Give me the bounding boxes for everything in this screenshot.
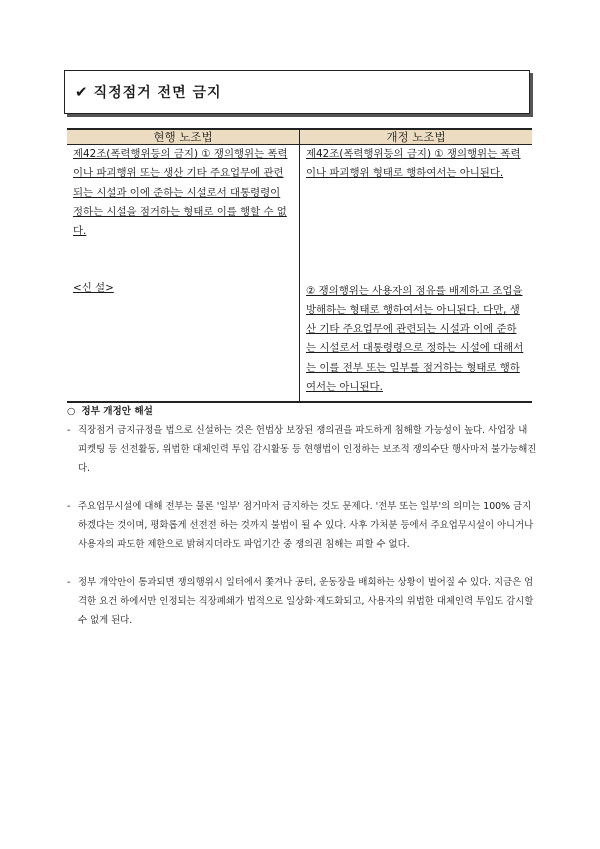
dash-bullet: - [67,425,71,436]
list-item [67,421,537,478]
new-provision-label: <신 설> [73,282,114,295]
title-box [64,70,530,114]
list-item [67,573,537,630]
commentary-item-3: 정부 개악안이 통과되면 쟁의행위시 일터에서 쫓겨나 공터, 운동장을 배회하는 상황이 벌어질 수 있다. 지금은 엄격한 요건 하에서만 인정되는 직장폐쇄가 법적으로 일상화·제도화되고, 사용자의 위법한 대체인력 투입도 감시할 수 없게 된다. [78,577,534,626]
header-current-law: 현행 노조법 [67,129,300,145]
header-revised-law: 개정 노조법 [300,129,533,145]
circle-bullet-icon: ○ [67,406,76,417]
revised-law-cell [300,145,533,403]
commentary-section [67,402,537,649]
dash-bullet: - [67,501,71,512]
dash-bullet: - [67,577,71,588]
current-law-cell [67,145,300,403]
commentary-item-1: 직장점거 금지규정을 법으로 신설하는 것은 헌법상 보장된 쟁의권을 파도하게 침해할 가능성이 높다. 사업장 내 피켓팅 등 선전활동, 위법한 대체인력 투입 감시활동 등 현행법이 인정하는 보조적 쟁의수단 행사마저 불가능해진다. [78,425,537,474]
table-row [67,145,532,403]
revised-article-42-clause1: 제42조(폭력행위등의 금지) ① 쟁의행위는 폭력이나 파괴행위 형태로 행하여서는 아니된다. [306,148,521,180]
revised-article-42-clause2: ② 쟁의행위는 사용자의 점유를 배제하고 조업을 방해하는 형태로 행하여서는 아니된다. 다만, 생산 기타 주요업무에 관련되는 시설과 이에 준하는 시설로서 대통령령으로 정하는 시설에 대해서는 이를 전부 또는 일부를 점거하는 형태로 행하여서는 아니된다. [306,284,524,394]
commentary-heading-text: 정부 개정안 해설 [81,406,153,417]
list-item [67,497,537,554]
checkmark-icon: ✔ [75,83,88,101]
commentary-heading [67,402,537,421]
commentary-item-2: 주요업무시설에 대해 전부는 물론 '일부' 점거마저 금지하는 것도 문제다. '전부 또는 일부'의 의미는 100% 금지하겠다는 것이며, 평화롭게 선전전 하는 것까지 불법이 될 수 있다. 사후 가처분 등에서 주요업무시설이 아니거나 사용자의 파도한 제한으로 밝혀지더라도 파업기간 중 쟁의권 침해는 피할 수 없다. [78,501,534,550]
comparison-table [67,128,532,403]
current-article-42: 제42조(폭력행위등의 금지) ① 쟁의행위는 폭력이나 파괴행위 또는 생산 기타 주요업무에 관련되는 시설과 이에 준하는 시설로서 대통령령이 정하는 시설을 점거하는 형태로 이를 행할 수 없다. [73,148,288,238]
page-title: 직정점거 전면 금지 [93,85,222,101]
table-header-row [67,129,532,145]
